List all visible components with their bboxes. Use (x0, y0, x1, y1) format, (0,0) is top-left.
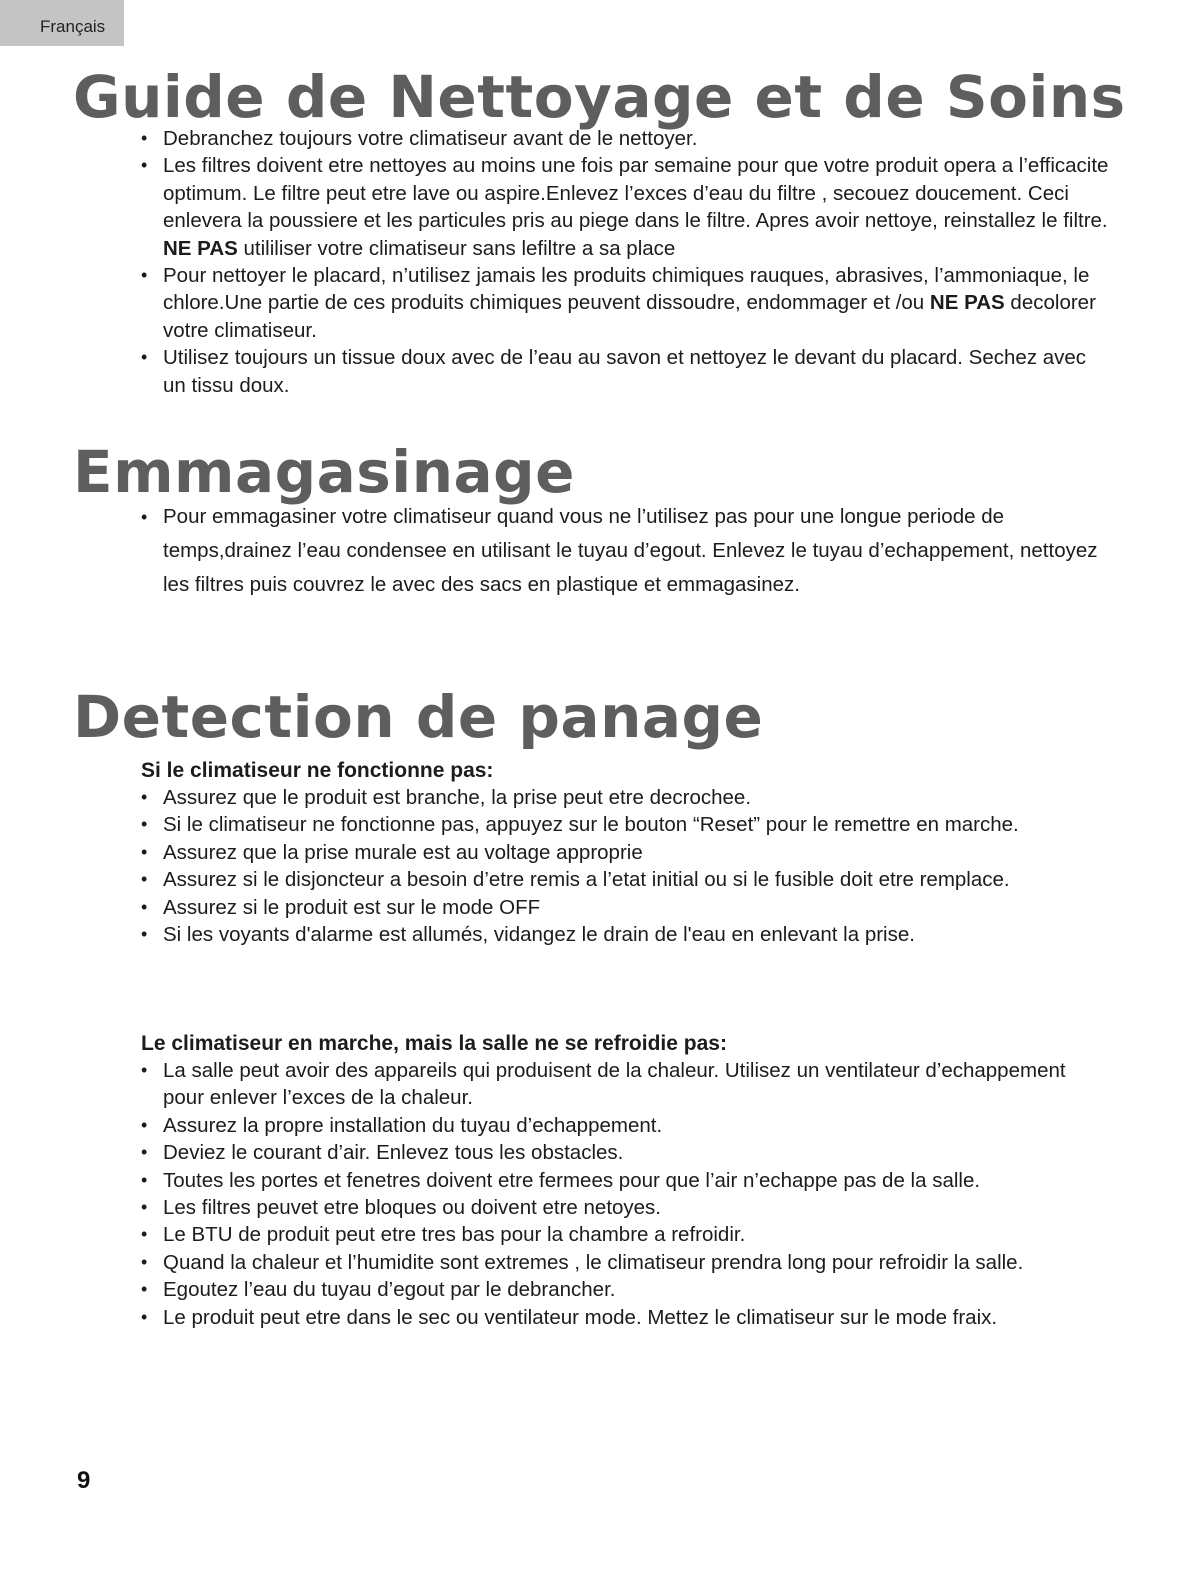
list-item (141, 811, 1109, 838)
item-text: Toutes les portes et fenetres doivent etre fermees pour que l’air n’echappe pas de la salle. (163, 1168, 981, 1192)
cleaning-list (141, 125, 1109, 399)
bullet-icon: • (141, 1060, 148, 1080)
bullet-icon: • (141, 1306, 148, 1327)
list-item (141, 1167, 1109, 1194)
item-text: Debranchez toujours votre climatiseur avant de le nettoyer. (163, 127, 698, 150)
list-item (141, 894, 1109, 921)
bullet-icon: • (141, 1197, 148, 1218)
list-item (141, 262, 1109, 344)
item-text: Si les voyants d'alarme est allumés, vidangez le drain de l'eau en enlevant la prise. (163, 923, 915, 947)
list-item (141, 1304, 1109, 1331)
bullet-icon: • (141, 1251, 148, 1272)
troubleshooting-title: Detection de panage (73, 683, 764, 751)
list-item (141, 839, 1109, 866)
list-item (141, 1276, 1109, 1303)
storage-title: Emmagasinage (73, 438, 575, 506)
bullet-icon: • (141, 787, 148, 807)
item-text: Egoutez l’eau du tuyau d’egout par le debrancher. (163, 1278, 616, 1302)
item-text: Assurez que le produit est branche, la prise peut etre decrochee. (163, 786, 752, 809)
group-heading: Si le climatiseur ne fonctionne pas: (141, 759, 494, 782)
list-item (141, 1221, 1109, 1248)
item-text: Utilisez toujours un tissue doux avec de l’eau au savon et nettoyez le devant du placard. Sechez avec un tissu doux. (163, 346, 1087, 397)
list-item (141, 1057, 1109, 1112)
bullet-icon: • (141, 507, 148, 527)
item-text: Le produit peut etre dans le sec ou ventilateur mode. Mettez le climatiseur sur le mode fraix. (163, 1305, 998, 1329)
item-text: decolorer votre climatiseur. (163, 291, 1096, 342)
troubleshooting-group-2 (141, 1030, 1109, 1331)
language-tab (0, 0, 124, 46)
list-item (141, 784, 1109, 811)
bullet-icon: • (141, 1224, 148, 1245)
warning-emphasis: NE PAS (163, 236, 238, 260)
bullet-icon: • (141, 869, 148, 890)
list-item (141, 1194, 1109, 1221)
item-text: Assurez si le disjoncteur a besoin d’etre remis a l’etat initial ou si le fusible doit etre remplace. (163, 868, 1010, 892)
bullet-icon: • (141, 814, 148, 835)
bullet-icon: • (141, 155, 148, 176)
list-item (141, 1112, 1109, 1139)
page-number: 9 (77, 1467, 91, 1494)
warning-emphasis: NE PAS (929, 291, 1005, 315)
list-item (141, 344, 1109, 399)
item-text: Le BTU de produit peut etre tres bas pour la chambre a refroidir. (163, 1223, 746, 1247)
item-text: Assurez que la prise murale est au voltage approprie (163, 840, 643, 864)
bullet-icon: • (141, 841, 148, 862)
list-item (141, 500, 1109, 602)
troubleshooting-group-1 (141, 757, 1109, 948)
bullet-icon: • (141, 1279, 148, 1300)
item-text: Les filtres doivent etre nettoyes au moins une fois par semaine pour que votre produit opera a l’efficacite optimum. Le filtre peut etre lave ou aspire.Enlevez l’exces d’eau du filtre , secouez doucement. Ceci enlevera la poussiere et les particules pris au piege dans le filtre. Apres avoir nettoye, reinstallez le filtre. (163, 154, 1109, 233)
bullet-icon: • (141, 1142, 148, 1163)
item-text: Pour nettoyer le placard, n’utilisez jamais les produits chimiques rauques, abrasives, l’ammoniaque, le chlore.Une partie de ces produits chimiques peuvent dissoudre, endommager et /ou (163, 264, 1090, 315)
item-text: Assurez la propre installation du tuyau d’echappement. (163, 1113, 663, 1137)
bullet-icon: • (141, 347, 148, 368)
list-item (141, 866, 1109, 893)
bullet-icon: • (141, 128, 148, 148)
bullet-icon: • (141, 924, 148, 945)
troubleshooting-list-1 (141, 784, 1109, 948)
item-text: Si le climatiseur ne fonctionne pas, appuyez sur le bouton “Reset” pour le remettre en marche. (163, 813, 1019, 837)
bullet-icon: • (141, 1114, 148, 1135)
storage-list (141, 500, 1109, 602)
list-item (141, 152, 1109, 262)
list-item (141, 125, 1109, 152)
item-text: utililiser votre climatiseur sans lefiltre a sa place (237, 236, 676, 260)
group-heading: Le climatiseur en marche, mais la salle ne se refroidie pas: (141, 1032, 727, 1055)
storage-section (141, 500, 1109, 602)
bullet-icon: • (141, 265, 148, 286)
item-text: Pour emmagasiner votre climatiseur quand vous ne l’utilisez pas pour une longue periode de temps,drainez l’eau condensee en utilisant le tuyau d’egout. Enlevez le tuyau d’echappement, nettoyez les filtres puis couvrez le avec des sacs en plastique et emmagasinez. (163, 505, 1098, 596)
bullet-icon: • (141, 896, 148, 917)
item-text: Les filtres peuvet etre bloques ou doivent etre netoyes. (163, 1196, 662, 1220)
cleaning-section (141, 125, 1109, 399)
troubleshooting-list-2 (141, 1057, 1109, 1331)
item-text: Assurez si le produit est sur le mode OFF (163, 895, 541, 919)
language-label: Français (40, 17, 106, 36)
item-text: La salle peut avoir des appareils qui produisent de la chaleur. Utilisez un ventilateur d’echappement pour enlever l’exces de la chaleur. (163, 1059, 1066, 1110)
list-item (141, 921, 1109, 948)
list-item (141, 1249, 1109, 1276)
item-text: Quand la chaleur et l’humidite sont extremes , le climatiseur prendra long pour refroidir la salle. (163, 1250, 1024, 1274)
bullet-icon: • (141, 1169, 148, 1190)
cleaning-title: Guide de Nettoyage et de Soins (73, 63, 1126, 131)
list-item (141, 1139, 1109, 1166)
item-text: Deviez le courant d’air. Enlevez tous les obstacles. (163, 1141, 624, 1165)
